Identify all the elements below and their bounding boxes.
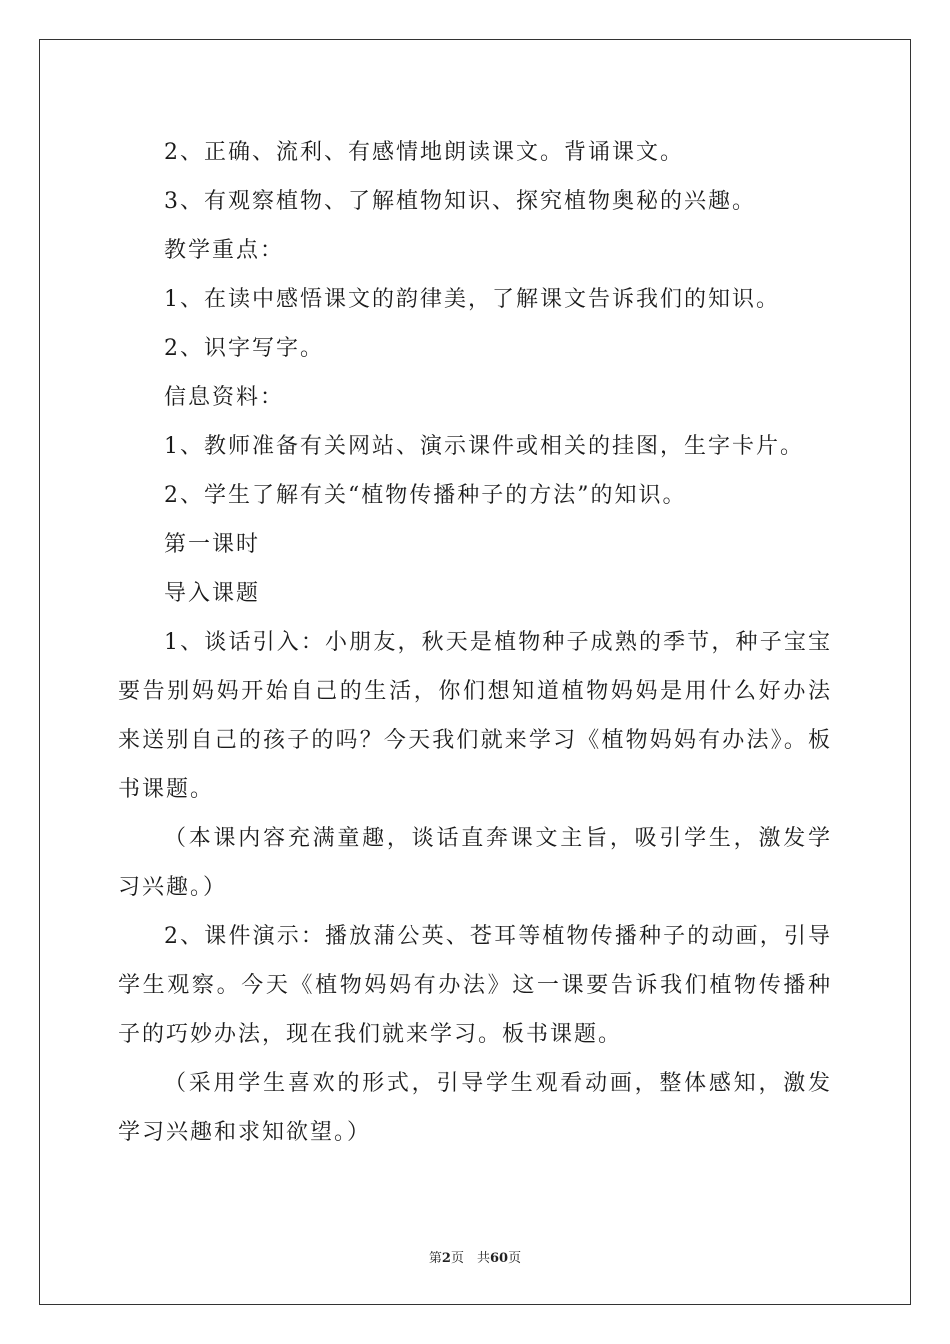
footer-total-pages: 60 <box>489 1251 509 1266</box>
heading-materials: 信息资料： <box>164 385 285 410</box>
page-footer <box>0 1247 950 1266</box>
paragraph-note-2: （采用学生喜欢的形式，引导学生观看动画，整体感知，激发学习兴趣和求知欲望。） <box>118 1071 832 1145</box>
footer-middle: 页 共 <box>450 1251 490 1266</box>
paragraph-note-1: （本课内容充满童趣，谈话直奔课文主旨，吸引学生，激发学习兴趣。） <box>118 826 832 900</box>
objective-2: 2、正确、流利、有感情地朗读课文。背诵课文。 <box>164 140 684 165</box>
heading-key-points: 教学重点： <box>164 238 285 263</box>
footer-prefix: 第 <box>428 1251 442 1266</box>
heading-first-lesson: 第一课时 <box>164 532 261 557</box>
objective-3: 3、有观察植物、了解植物知识、探究植物奥秘的兴趣。 <box>164 189 756 214</box>
paragraph-talk-intro: 1、谈话引入：小朋友，秋天是植物种子成熟的季节，种子宝宝要告别妈妈开始自己的生活，你们想知道植物妈妈是用什么好办法来送别自己的孩子的吗？今天我们就来学习《植物妈妈有办法》。板书课题。 <box>118 630 832 802</box>
material-2: 2、学生了解有关“植物传播种子的方法”的知识。 <box>164 483 687 508</box>
heading-introduction: 导入课题 <box>164 581 261 606</box>
paragraph-courseware: 2、课件演示：播放蒲公英、苍耳等植物传播种子的动画，引导学生观察。今天《植物妈妈有办法》这一课要告诉我们植物传播种子的巧妙办法，现在我们就来学习。板书课题。 <box>118 924 832 1047</box>
material-1: 1、教师准备有关网站、演示课件或相关的挂图，生字卡片。 <box>164 434 804 459</box>
footer-suffix: 页 <box>508 1251 522 1266</box>
key-point-1: 1、在读中感悟课文的韵律美，了解课文告诉我们的知识。 <box>164 287 780 312</box>
key-point-2: 2、识字写字。 <box>164 336 324 361</box>
document-body <box>118 128 832 1157</box>
footer-page-number: 2 <box>441 1251 451 1266</box>
